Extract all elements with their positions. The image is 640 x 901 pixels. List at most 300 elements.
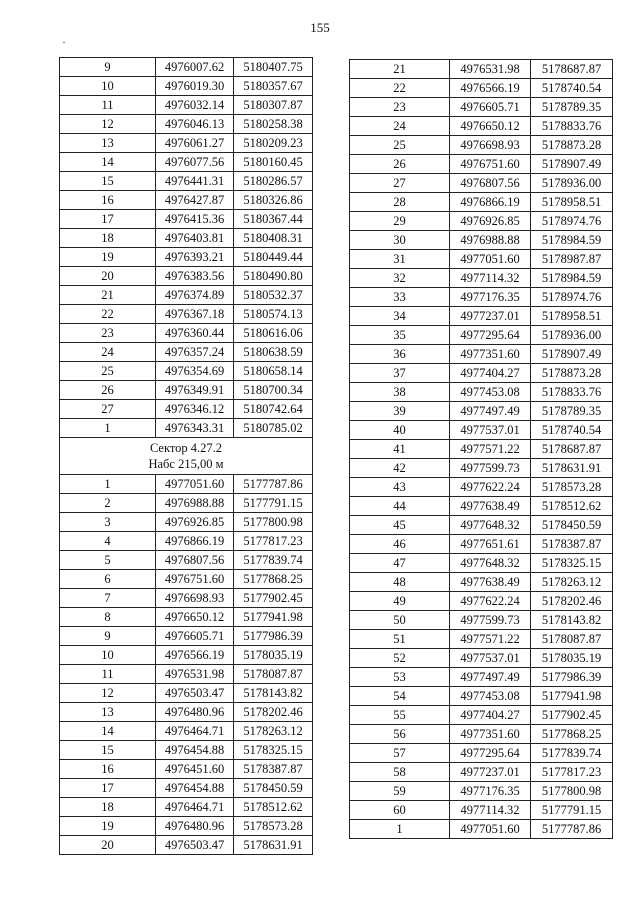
table-row	[60, 684, 313, 703]
x-coordinate-cell: 4977497.49	[450, 668, 531, 687]
table-row	[350, 725, 613, 744]
point-number-cell: 22	[60, 305, 156, 324]
y-coordinate-cell: 5178833.76	[531, 117, 613, 136]
table-row	[60, 570, 313, 589]
x-coordinate-cell: 4977638.49	[450, 573, 531, 592]
table-row	[350, 592, 613, 611]
point-number-cell: 1	[60, 419, 156, 438]
table-row	[60, 589, 313, 608]
point-number-cell: 32	[350, 269, 450, 288]
y-coordinate-cell: 5178687.87	[531, 60, 613, 79]
x-coordinate-cell: 4977351.60	[450, 345, 531, 364]
table-row	[60, 532, 313, 551]
y-coordinate-cell: 5178450.59	[531, 516, 613, 535]
x-coordinate-cell: 4976751.60	[450, 155, 531, 174]
table-row	[60, 96, 313, 115]
point-number-cell: 54	[350, 687, 450, 706]
point-number-cell: 12	[60, 115, 156, 134]
y-coordinate-cell: 5178631.91	[234, 836, 313, 855]
y-coordinate-cell: 5178573.28	[234, 817, 313, 836]
table-row	[60, 305, 313, 324]
point-number-cell: 51	[350, 630, 450, 649]
y-coordinate-cell: 5177817.23	[531, 763, 613, 782]
point-number-cell: 18	[60, 798, 156, 817]
y-coordinate-cell: 5180616.06	[234, 324, 313, 343]
table-row	[60, 646, 313, 665]
y-coordinate-cell: 5178984.59	[531, 269, 613, 288]
x-coordinate-cell: 4976077.56	[156, 153, 234, 172]
x-coordinate-cell: 4976566.19	[450, 79, 531, 98]
table-row	[350, 535, 613, 554]
table-row	[60, 229, 313, 248]
coordinates-table-left-body	[60, 58, 313, 855]
point-number-cell: 56	[350, 725, 450, 744]
table-row	[350, 516, 613, 535]
y-coordinate-cell: 5177800.98	[531, 782, 613, 801]
table-row	[60, 779, 313, 798]
y-coordinate-cell: 5178936.00	[531, 174, 613, 193]
table-row	[350, 307, 613, 326]
x-coordinate-cell: 4976007.62	[156, 58, 234, 77]
x-coordinate-cell: 4977651.61	[450, 535, 531, 554]
point-number-cell: 38	[350, 383, 450, 402]
y-coordinate-cell: 5180658.14	[234, 362, 313, 381]
table-row	[350, 79, 613, 98]
table-row	[350, 269, 613, 288]
point-number-cell: 17	[60, 779, 156, 798]
y-coordinate-cell: 5178512.62	[531, 497, 613, 516]
table-row	[60, 153, 313, 172]
point-number-cell: 12	[60, 684, 156, 703]
point-number-cell: 28	[350, 193, 450, 212]
y-coordinate-cell: 5178631.91	[531, 459, 613, 478]
y-coordinate-cell: 5177868.25	[234, 570, 313, 589]
table-row	[350, 459, 613, 478]
point-number-cell: 15	[60, 741, 156, 760]
point-number-cell: 41	[350, 440, 450, 459]
point-number-cell: 1	[350, 820, 450, 839]
x-coordinate-cell: 4977571.22	[450, 630, 531, 649]
point-number-cell: 18	[60, 229, 156, 248]
y-coordinate-cell: 5180326.86	[234, 191, 313, 210]
y-coordinate-cell: 5177839.74	[234, 551, 313, 570]
y-coordinate-cell: 5178873.28	[531, 136, 613, 155]
table-row	[60, 343, 313, 362]
x-coordinate-cell: 4977176.35	[450, 288, 531, 307]
y-coordinate-cell: 5177868.25	[531, 725, 613, 744]
y-coordinate-cell: 5180449.44	[234, 248, 313, 267]
x-coordinate-cell: 4977537.01	[450, 421, 531, 440]
x-coordinate-cell: 4977638.49	[450, 497, 531, 516]
table-row	[60, 210, 313, 229]
table-row	[350, 174, 613, 193]
x-coordinate-cell: 4977537.01	[450, 649, 531, 668]
point-number-cell: 20	[60, 836, 156, 855]
table-row	[350, 573, 613, 592]
table-row	[350, 668, 613, 687]
table-row	[60, 513, 313, 532]
y-coordinate-cell: 5180367.44	[234, 210, 313, 229]
point-number-cell: 14	[60, 153, 156, 172]
point-number-cell: 43	[350, 478, 450, 497]
x-coordinate-cell: 4976046.13	[156, 115, 234, 134]
point-number-cell: 19	[60, 817, 156, 836]
point-number-cell: 11	[60, 665, 156, 684]
coordinates-table-right	[349, 59, 613, 839]
x-coordinate-cell: 4976988.88	[450, 231, 531, 250]
point-number-cell: 24	[60, 343, 156, 362]
table-row	[350, 820, 613, 839]
table-row	[60, 58, 313, 77]
point-number-cell: 10	[60, 646, 156, 665]
table-row	[350, 364, 613, 383]
point-number-cell: 49	[350, 592, 450, 611]
point-number-cell: 1	[60, 475, 156, 494]
x-coordinate-cell: 4976374.89	[156, 286, 234, 305]
x-coordinate-cell: 4976988.88	[156, 494, 234, 513]
point-number-cell: 58	[350, 763, 450, 782]
y-coordinate-cell: 5178087.87	[531, 630, 613, 649]
point-number-cell: 57	[350, 744, 450, 763]
point-number-cell: 26	[60, 381, 156, 400]
x-coordinate-cell: 4977599.73	[450, 611, 531, 630]
x-coordinate-cell: 4977237.01	[450, 307, 531, 326]
y-coordinate-cell: 5178789.35	[531, 402, 613, 421]
point-number-cell: 60	[350, 801, 450, 820]
table-row	[350, 440, 613, 459]
point-number-cell: 23	[60, 324, 156, 343]
table-row	[350, 231, 613, 250]
table-row	[350, 744, 613, 763]
point-number-cell: 27	[60, 400, 156, 419]
point-number-cell: 30	[350, 231, 450, 250]
point-number-cell: 55	[350, 706, 450, 725]
x-coordinate-cell: 4977051.60	[450, 820, 531, 839]
y-coordinate-cell: 5177941.98	[531, 687, 613, 706]
x-coordinate-cell: 4976503.47	[156, 836, 234, 855]
y-coordinate-cell: 5180532.37	[234, 286, 313, 305]
x-coordinate-cell: 4976503.47	[156, 684, 234, 703]
table-row	[60, 286, 313, 305]
point-number-cell: 20	[60, 267, 156, 286]
x-coordinate-cell: 4977404.27	[450, 706, 531, 725]
x-coordinate-cell: 4976605.71	[450, 98, 531, 117]
table-row	[350, 288, 613, 307]
y-coordinate-cell: 5178907.49	[531, 155, 613, 174]
coordinates-table-right-body	[350, 60, 613, 839]
point-number-cell: 7	[60, 589, 156, 608]
y-coordinate-cell: 5177787.86	[234, 475, 313, 494]
y-coordinate-cell: 5178974.76	[531, 212, 613, 231]
point-number-cell: 10	[60, 77, 156, 96]
y-coordinate-cell: 5178573.28	[531, 478, 613, 497]
x-coordinate-cell: 4977295.64	[450, 744, 531, 763]
point-number-cell: 40	[350, 421, 450, 440]
point-number-cell: 37	[350, 364, 450, 383]
point-number-cell: 39	[350, 402, 450, 421]
x-coordinate-cell: 4976650.12	[450, 117, 531, 136]
point-number-cell: 21	[60, 286, 156, 305]
y-coordinate-cell: 5178974.76	[531, 288, 613, 307]
y-coordinate-cell: 5177986.39	[234, 627, 313, 646]
x-coordinate-cell: 4976393.21	[156, 248, 234, 267]
point-number-cell: 50	[350, 611, 450, 630]
table-row	[60, 817, 313, 836]
table-row	[350, 326, 613, 345]
table-row	[60, 703, 313, 722]
x-coordinate-cell: 4976926.85	[450, 212, 531, 231]
x-coordinate-cell: 4976061.27	[156, 134, 234, 153]
table-row	[350, 763, 613, 782]
point-number-cell: 13	[60, 134, 156, 153]
sector-header	[60, 438, 313, 475]
table-row	[60, 77, 313, 96]
y-coordinate-cell: 5178202.46	[531, 592, 613, 611]
y-coordinate-cell: 5178740.54	[531, 421, 613, 440]
table-row	[60, 419, 313, 438]
y-coordinate-cell: 5177800.98	[234, 513, 313, 532]
table-row	[350, 383, 613, 402]
sector-title: Сектор 4.27.2	[149, 441, 223, 455]
x-coordinate-cell: 4976531.98	[156, 665, 234, 684]
table-row	[60, 400, 313, 419]
x-coordinate-cell: 4976698.93	[450, 136, 531, 155]
x-coordinate-cell: 4976531.98	[450, 60, 531, 79]
point-number-cell: 8	[60, 608, 156, 627]
x-coordinate-cell: 4976807.56	[450, 174, 531, 193]
x-coordinate-cell: 4976454.88	[156, 779, 234, 798]
x-coordinate-cell: 4977295.64	[450, 326, 531, 345]
point-number-cell: 9	[60, 58, 156, 77]
y-coordinate-cell: 5178789.35	[531, 98, 613, 117]
x-coordinate-cell: 4976357.24	[156, 343, 234, 362]
y-coordinate-cell: 5178325.15	[531, 554, 613, 573]
x-coordinate-cell: 4977648.32	[450, 554, 531, 573]
point-number-cell: 52	[350, 649, 450, 668]
x-coordinate-cell: 4976032.14	[156, 96, 234, 115]
table-row	[350, 193, 613, 212]
x-coordinate-cell: 4977453.08	[450, 383, 531, 402]
x-coordinate-cell: 4977237.01	[450, 763, 531, 782]
x-coordinate-cell: 4976403.81	[156, 229, 234, 248]
table-row	[60, 665, 313, 684]
y-coordinate-cell: 5180785.02	[234, 419, 313, 438]
point-number-cell: 15	[60, 172, 156, 191]
x-coordinate-cell: 4976367.18	[156, 305, 234, 324]
point-number-cell: 46	[350, 535, 450, 554]
table-row	[60, 172, 313, 191]
y-coordinate-cell: 5177839.74	[531, 744, 613, 763]
table-row	[60, 836, 313, 855]
point-number-cell: 4	[60, 532, 156, 551]
table-row	[350, 497, 613, 516]
y-coordinate-cell: 5178087.87	[234, 665, 313, 684]
table-row	[60, 324, 313, 343]
table-row	[350, 649, 613, 668]
sector-header-row	[60, 438, 313, 475]
y-coordinate-cell: 5180490.80	[234, 267, 313, 286]
table-row	[60, 115, 313, 134]
x-coordinate-cell: 4977622.24	[450, 592, 531, 611]
table-row	[350, 155, 613, 174]
point-number-cell: 13	[60, 703, 156, 722]
page-number: 155	[310, 20, 330, 35]
point-number-cell: 45	[350, 516, 450, 535]
y-coordinate-cell: 5178450.59	[234, 779, 313, 798]
point-number-cell: 25	[60, 362, 156, 381]
table-row	[60, 741, 313, 760]
point-number-cell: 27	[350, 174, 450, 193]
point-number-cell: 26	[350, 155, 450, 174]
scan-speck	[63, 42, 65, 43]
x-coordinate-cell: 4977571.22	[450, 440, 531, 459]
x-coordinate-cell: 4976346.12	[156, 400, 234, 419]
y-coordinate-cell: 5178873.28	[531, 364, 613, 383]
table-row	[350, 421, 613, 440]
y-coordinate-cell: 5180286.57	[234, 172, 313, 191]
x-coordinate-cell: 4977404.27	[450, 364, 531, 383]
x-coordinate-cell: 4977051.60	[156, 475, 234, 494]
table-row	[60, 722, 313, 741]
table-row	[350, 630, 613, 649]
y-coordinate-cell: 5177902.45	[531, 706, 613, 725]
point-number-cell: 42	[350, 459, 450, 478]
point-number-cell: 16	[60, 191, 156, 210]
x-coordinate-cell: 4976451.60	[156, 760, 234, 779]
coordinates-table-left	[59, 57, 313, 855]
y-coordinate-cell: 5180209.23	[234, 134, 313, 153]
table-row	[60, 760, 313, 779]
y-coordinate-cell: 5177817.23	[234, 532, 313, 551]
y-coordinate-cell: 5178202.46	[234, 703, 313, 722]
table-row	[60, 362, 313, 381]
y-coordinate-cell: 5180742.64	[234, 400, 313, 419]
x-coordinate-cell: 4977453.08	[450, 687, 531, 706]
y-coordinate-cell: 5180574.13	[234, 305, 313, 324]
point-number-cell: 34	[350, 307, 450, 326]
x-coordinate-cell: 4976360.44	[156, 324, 234, 343]
table-row	[350, 212, 613, 231]
table-row	[60, 551, 313, 570]
point-number-cell: 24	[350, 117, 450, 136]
x-coordinate-cell: 4976441.31	[156, 172, 234, 191]
x-coordinate-cell: 4976866.19	[156, 532, 234, 551]
x-coordinate-cell: 4976354.69	[156, 362, 234, 381]
table-row	[350, 250, 613, 269]
x-coordinate-cell: 4977114.32	[450, 801, 531, 820]
point-number-cell: 29	[350, 212, 450, 231]
y-coordinate-cell: 5177787.86	[531, 820, 613, 839]
y-coordinate-cell: 5180407.75	[234, 58, 313, 77]
y-coordinate-cell: 5177791.15	[531, 801, 613, 820]
x-coordinate-cell: 4976807.56	[156, 551, 234, 570]
table-row	[60, 191, 313, 210]
table-row	[350, 706, 613, 725]
y-coordinate-cell: 5180408.31	[234, 229, 313, 248]
x-coordinate-cell: 4976480.96	[156, 703, 234, 722]
y-coordinate-cell: 5180357.67	[234, 77, 313, 96]
point-number-cell: 3	[60, 513, 156, 532]
point-number-cell: 33	[350, 288, 450, 307]
point-number-cell: 23	[350, 98, 450, 117]
y-coordinate-cell: 5178387.87	[531, 535, 613, 554]
x-coordinate-cell: 4977648.32	[450, 516, 531, 535]
y-coordinate-cell: 5178833.76	[531, 383, 613, 402]
x-coordinate-cell: 4976605.71	[156, 627, 234, 646]
y-coordinate-cell: 5178958.51	[531, 193, 613, 212]
x-coordinate-cell: 4976698.93	[156, 589, 234, 608]
point-number-cell: 9	[60, 627, 156, 646]
y-coordinate-cell: 5178687.87	[531, 440, 613, 459]
point-number-cell: 31	[350, 250, 450, 269]
point-number-cell: 48	[350, 573, 450, 592]
x-coordinate-cell: 4976019.30	[156, 77, 234, 96]
y-coordinate-cell: 5180160.45	[234, 153, 313, 172]
point-number-cell: 53	[350, 668, 450, 687]
x-coordinate-cell: 4977176.35	[450, 782, 531, 801]
x-coordinate-cell: 4976464.71	[156, 798, 234, 817]
table-row	[350, 782, 613, 801]
y-coordinate-cell: 5178035.19	[531, 649, 613, 668]
table-row	[60, 475, 313, 494]
point-number-cell: 17	[60, 210, 156, 229]
point-number-cell: 47	[350, 554, 450, 573]
y-coordinate-cell: 5178143.82	[234, 684, 313, 703]
x-coordinate-cell: 4976866.19	[450, 193, 531, 212]
table-row	[60, 381, 313, 400]
y-coordinate-cell: 5180307.87	[234, 96, 313, 115]
y-coordinate-cell: 5178263.12	[234, 722, 313, 741]
y-coordinate-cell: 5177902.45	[234, 589, 313, 608]
table-row	[60, 608, 313, 627]
sector-subtitle: Набс 215,00 м	[148, 457, 224, 471]
y-coordinate-cell: 5177791.15	[234, 494, 313, 513]
y-coordinate-cell: 5178958.51	[531, 307, 613, 326]
table-row	[350, 478, 613, 497]
y-coordinate-cell: 5178984.59	[531, 231, 613, 250]
table-row	[350, 136, 613, 155]
table-row	[350, 402, 613, 421]
table-row	[350, 687, 613, 706]
point-number-cell: 6	[60, 570, 156, 589]
x-coordinate-cell: 4977497.49	[450, 402, 531, 421]
y-coordinate-cell: 5178263.12	[531, 573, 613, 592]
table-row	[60, 627, 313, 646]
x-coordinate-cell: 4976926.85	[156, 513, 234, 532]
point-number-cell: 22	[350, 79, 450, 98]
table-row	[350, 60, 613, 79]
y-coordinate-cell: 5177986.39	[531, 668, 613, 687]
table-row	[60, 134, 313, 153]
y-coordinate-cell: 5180258.38	[234, 115, 313, 134]
point-number-cell: 2	[60, 494, 156, 513]
x-coordinate-cell: 4976415.36	[156, 210, 234, 229]
y-coordinate-cell: 5178907.49	[531, 345, 613, 364]
table-row	[60, 798, 313, 817]
x-coordinate-cell: 4976454.88	[156, 741, 234, 760]
table-row	[60, 267, 313, 286]
x-coordinate-cell: 4976751.60	[156, 570, 234, 589]
table-row	[350, 98, 613, 117]
y-coordinate-cell: 5178387.87	[234, 760, 313, 779]
y-coordinate-cell: 5178512.62	[234, 798, 313, 817]
table-row	[60, 248, 313, 267]
x-coordinate-cell: 4976566.19	[156, 646, 234, 665]
point-number-cell: 59	[350, 782, 450, 801]
y-coordinate-cell: 5178740.54	[531, 79, 613, 98]
y-coordinate-cell: 5178035.19	[234, 646, 313, 665]
y-coordinate-cell: 5178325.15	[234, 741, 313, 760]
